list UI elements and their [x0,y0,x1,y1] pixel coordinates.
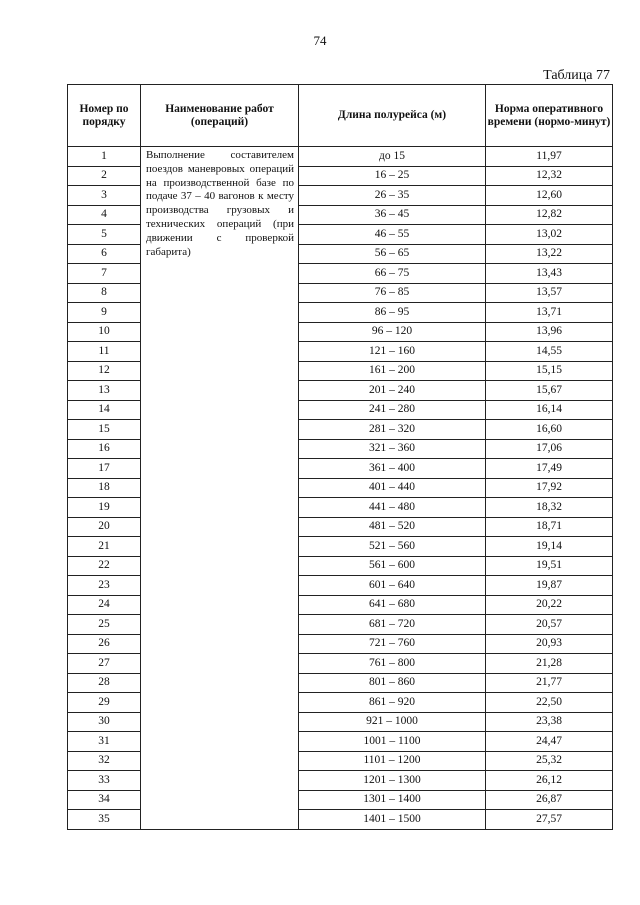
norm-time-cell: 13,57 [486,283,613,303]
row-number-cell: 9 [68,303,141,323]
norm-time-cell: 12,32 [486,166,613,186]
row-number-cell: 4 [68,205,141,225]
length-cell: 441 – 480 [299,498,486,518]
length-cell: 521 – 560 [299,537,486,557]
norm-time-cell: 13,71 [486,303,613,323]
norm-time-cell: 27,57 [486,810,613,830]
length-cell: 361 – 400 [299,459,486,479]
table-header-row [68,85,613,147]
row-number-cell: 13 [68,381,141,401]
norm-time-cell: 15,67 [486,381,613,401]
header-work-name: Наименование работ (операций) [141,85,299,147]
row-number-cell: 19 [68,498,141,518]
length-cell: 46 – 55 [299,225,486,245]
norm-time-cell: 19,87 [486,576,613,596]
length-cell: 681 – 720 [299,615,486,635]
row-number-cell: 2 [68,166,141,186]
operation-description-cell: Выполнение составителем поездов маневровых операций на производственной базе по подаче 37 – 40 вагонов к месту производства грузовых и технических операций (при движении с проверкой габарита) [141,147,299,830]
length-cell: 281 – 320 [299,420,486,440]
norm-time-cell: 17,92 [486,478,613,498]
norm-time-cell: 14,55 [486,342,613,362]
norm-time-cell: 19,51 [486,556,613,576]
row-number-cell: 8 [68,283,141,303]
row-number-cell: 34 [68,790,141,810]
length-cell: 241 – 280 [299,400,486,420]
row-number-cell: 16 [68,439,141,459]
norm-time-cell: 20,22 [486,595,613,615]
length-cell: 761 – 800 [299,654,486,674]
row-number-cell: 30 [68,712,141,732]
row-number-cell: 35 [68,810,141,830]
norm-time-cell: 20,57 [486,615,613,635]
norm-time-cell: 13,22 [486,244,613,264]
norm-time-cell: 22,50 [486,693,613,713]
length-cell: 801 – 860 [299,673,486,693]
row-number-cell: 18 [68,478,141,498]
row-number-cell: 20 [68,517,141,537]
norm-time-cell: 26,12 [486,771,613,791]
row-number-cell: 25 [68,615,141,635]
norm-time-cell: 17,49 [486,459,613,479]
length-cell: 721 – 760 [299,634,486,654]
norm-time-cell: 13,96 [486,322,613,342]
row-number-cell: 6 [68,244,141,264]
length-cell: 1401 – 1500 [299,810,486,830]
row-number-cell: 5 [68,225,141,245]
norm-time-cell: 15,15 [486,361,613,381]
length-cell: 161 – 200 [299,361,486,381]
row-number-cell: 29 [68,693,141,713]
row-number-cell: 10 [68,322,141,342]
norm-time-cell: 20,93 [486,634,613,654]
row-number-cell: 15 [68,420,141,440]
header-number: Номер по порядку [68,85,141,147]
row-number-cell: 22 [68,556,141,576]
norm-time-cell: 23,38 [486,712,613,732]
header-length: Длина полурейса (м) [299,85,486,147]
norm-time-cell: 24,47 [486,732,613,752]
row-number-cell: 24 [68,595,141,615]
norm-time-cell: 16,14 [486,400,613,420]
length-cell: 561 – 600 [299,556,486,576]
norm-time-cell: 12,60 [486,186,613,206]
table-body [68,147,613,830]
row-number-cell: 27 [68,654,141,674]
row-number-cell: 17 [68,459,141,479]
header-norm-time: Норма оперативного времени (нормо-минут) [486,85,613,147]
table-caption: Таблица 77 [543,68,610,83]
row-number-cell: 11 [68,342,141,362]
row-number-cell: 7 [68,264,141,284]
norm-time-cell: 13,02 [486,225,613,245]
length-cell: 601 – 640 [299,576,486,596]
row-number-cell: 28 [68,673,141,693]
norm-time-cell: 16,60 [486,420,613,440]
row-number-cell: 32 [68,751,141,771]
length-cell: 861 – 920 [299,693,486,713]
row-number-cell: 21 [68,537,141,557]
length-cell: 66 – 75 [299,264,486,284]
length-cell: 96 – 120 [299,322,486,342]
row-number-cell: 31 [68,732,141,752]
row-number-cell: 33 [68,771,141,791]
length-cell: 56 – 65 [299,244,486,264]
length-cell: 121 – 160 [299,342,486,362]
row-number-cell: 26 [68,634,141,654]
length-cell: до 15 [299,147,486,167]
row-number-cell: 1 [68,147,141,167]
row-number-cell: 14 [68,400,141,420]
norm-time-cell: 18,32 [486,498,613,518]
length-cell: 641 – 680 [299,595,486,615]
length-cell: 36 – 45 [299,205,486,225]
length-cell: 86 – 95 [299,303,486,323]
norm-time-cell: 11,97 [486,147,613,167]
length-cell: 1201 – 1300 [299,771,486,791]
row-number-cell: 12 [68,361,141,381]
norm-time-cell: 12,82 [486,205,613,225]
norm-table [67,84,613,830]
length-cell: 201 – 240 [299,381,486,401]
norm-time-cell: 19,14 [486,537,613,557]
norm-time-cell: 25,32 [486,751,613,771]
row-number-cell: 3 [68,186,141,206]
table-row [68,147,613,167]
length-cell: 26 – 35 [299,186,486,206]
norm-time-cell: 17,06 [486,439,613,459]
length-cell: 76 – 85 [299,283,486,303]
length-cell: 1001 – 1100 [299,732,486,752]
length-cell: 401 – 440 [299,478,486,498]
length-cell: 321 – 360 [299,439,486,459]
norm-time-cell: 18,71 [486,517,613,537]
norm-time-cell: 13,43 [486,264,613,284]
length-cell: 481 – 520 [299,517,486,537]
norm-time-cell: 26,87 [486,790,613,810]
length-cell: 921 – 1000 [299,712,486,732]
length-cell: 1101 – 1200 [299,751,486,771]
row-number-cell: 23 [68,576,141,596]
norm-time-cell: 21,28 [486,654,613,674]
length-cell: 16 – 25 [299,166,486,186]
length-cell: 1301 – 1400 [299,790,486,810]
norm-time-cell: 21,77 [486,673,613,693]
page-number: 74 [313,33,327,48]
